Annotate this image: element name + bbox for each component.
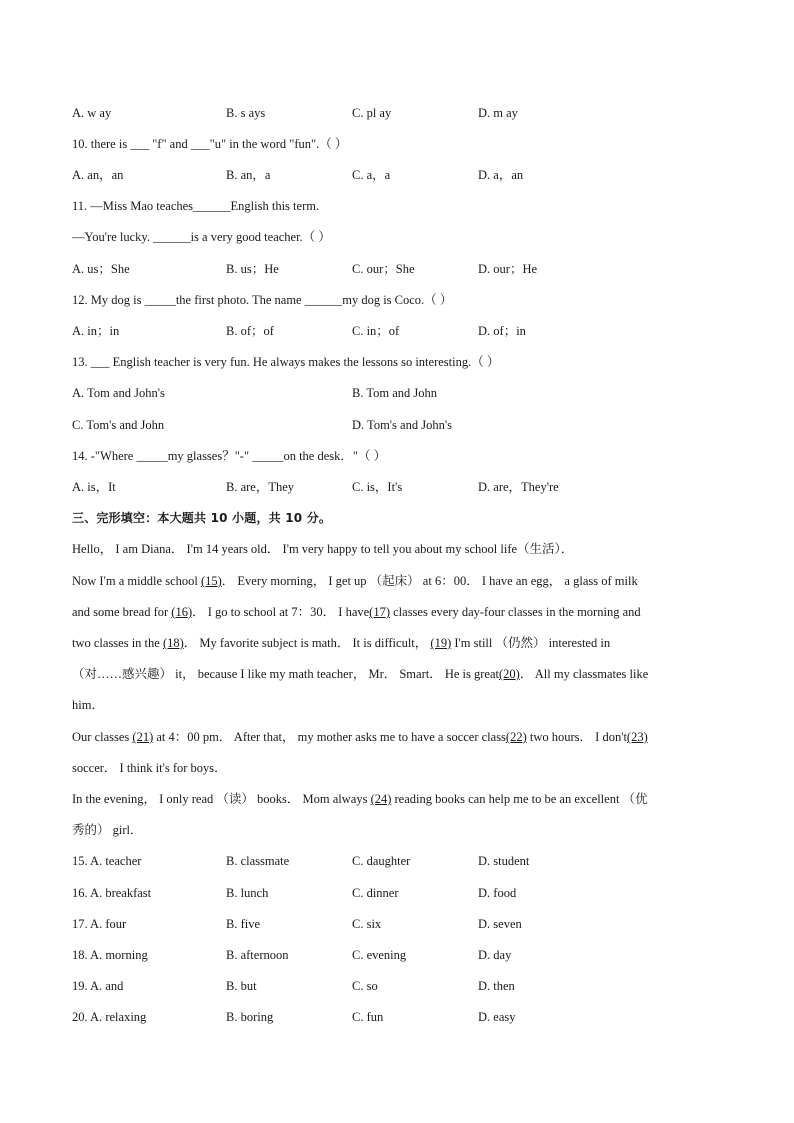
option: 20. A. relaxing	[72, 1010, 147, 1024]
option: D. food	[478, 886, 517, 900]
option: D. easy	[478, 1010, 516, 1024]
option: C. pl ay	[352, 106, 392, 120]
passage-text: ． My favorite subject is math． It is difficult，	[183, 636, 431, 650]
passage-line	[72, 635, 734, 651]
option: C. six	[352, 917, 382, 931]
option: 19. A. and	[72, 979, 124, 993]
passage-text: In the evening， I only read （读） books． Mom always	[72, 792, 371, 806]
blank-15: (15)	[200, 574, 222, 588]
question-10: 10. there is ___ "f" and ___"u" in the word "fun".（ ）	[72, 137, 348, 151]
option: B. lunch	[226, 886, 269, 900]
option: C. so	[352, 979, 378, 993]
option: 17. A. four	[72, 917, 127, 931]
option: B. but	[226, 979, 257, 993]
option: B. afternoon	[226, 948, 289, 962]
passage-line	[72, 791, 734, 807]
question-12: 12. My dog is _____the first photo. The name ______my dog is Coco.（ ）	[72, 293, 453, 307]
passage-line	[72, 666, 734, 682]
option: 18. A. morning	[72, 948, 148, 962]
option: D. m ay	[478, 106, 518, 120]
passage-line	[72, 573, 734, 589]
option: D. seven	[478, 917, 522, 931]
option: D. day	[478, 948, 512, 962]
option: C. fun	[352, 1010, 384, 1024]
question-13: 13. ___ English teacher is very fun. He always makes the lessons so interesting.（ ）	[72, 355, 500, 369]
blank-23: (23)	[626, 730, 648, 744]
option: A. Tom and John's	[72, 386, 165, 400]
option: A. us；She	[72, 262, 130, 276]
passage-line	[72, 729, 734, 745]
blank-17: (17)	[369, 605, 390, 619]
option: D. a，an	[478, 168, 524, 182]
option: C. daughter	[352, 854, 411, 868]
option: A. is，It	[72, 480, 116, 494]
option: B. an，a	[226, 168, 271, 182]
passage-text: ． I go to school at 7：30． I have	[192, 605, 370, 619]
option: A. in；in	[72, 324, 120, 338]
passage-text: two hours． I don't	[526, 730, 627, 744]
option: A. an，an	[72, 168, 124, 182]
passage-line: Hello， I am Diana． I'm 14 years old． I'm very happy to tell you about my school life（生活）．	[72, 542, 574, 556]
passage-text: ． Every morning， I get up （起床） at 6：00． I have an egg， a glass of milk	[221, 574, 638, 588]
option: 15. A. teacher	[72, 854, 142, 868]
option: C. dinner	[352, 886, 399, 900]
passage-text: Now I'm a middle school	[72, 574, 201, 588]
option: B. s ays	[226, 106, 266, 120]
option: C. in；of	[352, 324, 400, 338]
blank-18: (18)	[162, 636, 184, 650]
question-11-line2: —You're lucky. ______is a very good teacher.（ ）	[72, 230, 331, 244]
option: C. Tom's and John	[72, 418, 165, 432]
option: B. us；He	[226, 262, 279, 276]
option: C. a，a	[352, 168, 391, 182]
section-heading: 三、完形填空：本大题共 10 小题，共 10 分。	[72, 511, 332, 525]
passage-text: Our classes	[72, 730, 133, 744]
option: D. student	[478, 854, 530, 868]
option: B. boring	[226, 1010, 274, 1024]
option: D. Tom's and John's	[352, 418, 452, 432]
option: D. are，They're	[478, 480, 559, 494]
option: A. w ay	[72, 106, 112, 120]
option: B. are，They	[226, 480, 295, 494]
passage-line: 秀的） girl．	[72, 823, 143, 837]
option: B. five	[226, 917, 261, 931]
option: D. of；in	[478, 324, 526, 338]
option: C. is，It's	[352, 480, 403, 494]
question-11-line1: 11. —Miss Mao teaches______English this term.	[72, 199, 320, 213]
passage-text: two classes in the	[72, 636, 163, 650]
passage-line: him．	[72, 698, 104, 712]
passage-line: soccer． I think it's for boys．	[72, 761, 227, 775]
option: B. Tom and John	[352, 386, 438, 400]
passage-text: ． All my classmates like	[519, 667, 649, 681]
passage-line	[72, 604, 734, 620]
blank-19: (19)	[430, 636, 452, 650]
option: D. then	[478, 979, 515, 993]
passage-text: classes every day-four classes in the morning and	[390, 605, 641, 619]
passage-text: I'm still （仍然） interested in	[451, 636, 611, 650]
question-14: 14. -"Where _____my glasses？"-" _____on the desk．"（ ）	[72, 449, 387, 463]
blank-22: (22)	[505, 730, 527, 744]
option: C. our；She	[352, 262, 415, 276]
blank-21: (21)	[132, 730, 154, 744]
option: 16. A. breakfast	[72, 886, 152, 900]
option: D. our；He	[478, 262, 538, 276]
blank-16: (16)	[171, 605, 193, 619]
passage-text: and some bread for	[72, 605, 172, 619]
option: B. of；of	[226, 324, 274, 338]
passage-text: at 4：00 pm． After that， my mother asks me to have a soccer class	[153, 730, 506, 744]
blank-24: (24)	[370, 792, 392, 806]
blank-20: (20)	[498, 667, 520, 681]
option: B. classmate	[226, 854, 290, 868]
passage-text: reading books can help me to be an excellent （优	[391, 792, 648, 806]
option: C. evening	[352, 948, 407, 962]
passage-text: （对……感兴趣） it， because I like my math teacher， Mr． Smart． He is great	[72, 667, 499, 681]
